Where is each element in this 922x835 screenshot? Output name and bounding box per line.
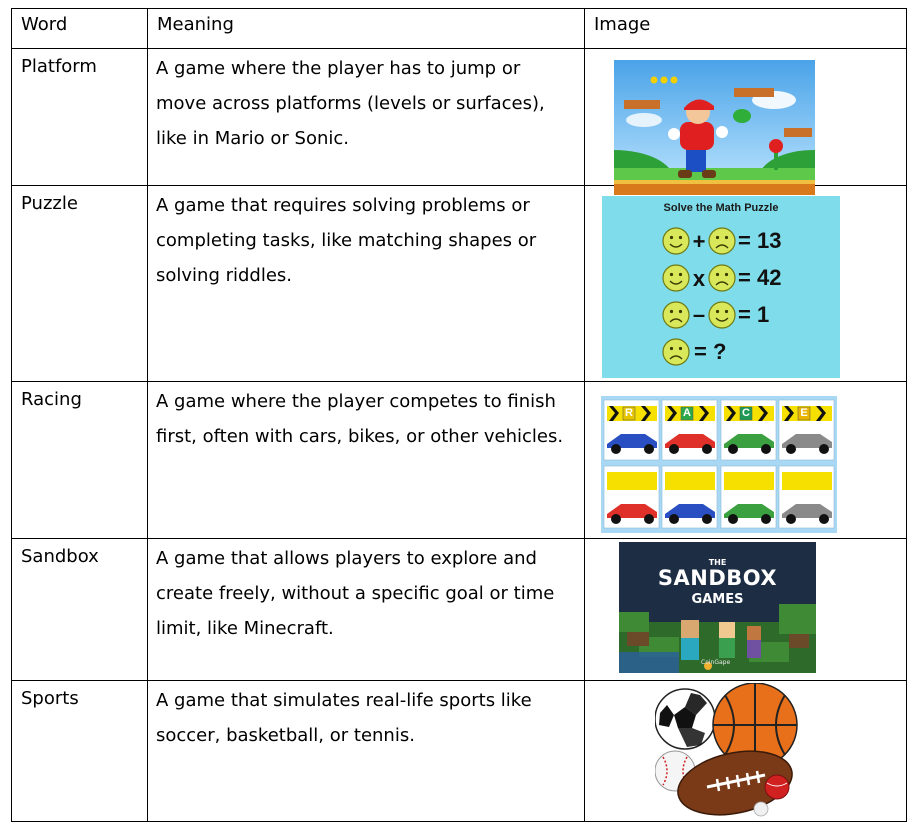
word-cell: Sports	[12, 681, 148, 822]
image-cell	[585, 681, 907, 822]
sandbox-games-image	[619, 542, 816, 673]
platformer-game-image	[614, 60, 815, 195]
meaning-cell: A game where the player has to jump or move across platforms (levels or surfaces), like in Mario or Sonic.	[148, 49, 585, 186]
sandbox-subtitle: GAMES	[691, 592, 744, 607]
meaning-cell: A game that requires solving problems or completing tasks, like matching shapes or solving riddles.	[148, 186, 585, 382]
table-row	[12, 186, 907, 382]
race-letter-c: C	[742, 407, 750, 419]
puzzle-title: Solve the Math Puzzle	[663, 202, 779, 214]
header-word: Word	[12, 9, 148, 49]
puzzle-op-1: +	[692, 229, 706, 254]
header-image: Image	[585, 9, 907, 49]
puzzle-result-3: = 1	[738, 302, 770, 327]
meaning-cell: A game that allows players to explore and create freely, without a specific goal or time limit, like Minecraft.	[148, 539, 585, 681]
race-letter-a: A	[683, 407, 691, 419]
table-row	[12, 539, 907, 681]
race-letter-e: E	[800, 407, 808, 419]
image-cell	[585, 49, 907, 186]
word-cell: Puzzle	[12, 186, 148, 382]
image-cell	[585, 382, 907, 539]
image-cell	[585, 539, 907, 681]
table-row	[12, 681, 907, 822]
table-row	[12, 49, 907, 186]
header-meaning: Meaning	[148, 9, 585, 49]
sandbox-credit: CoinGape	[701, 659, 731, 666]
sandbox-title: SANDBOX	[657, 566, 778, 590]
math-puzzle-image	[602, 196, 840, 378]
image-cell	[585, 186, 907, 382]
word-cell: Sandbox	[12, 539, 148, 681]
race-car-cards-image	[601, 396, 837, 533]
race-letter-r: R	[625, 407, 633, 419]
meaning-cell: A game where the player competes to finish first, often with cars, bikes, or other vehicles.	[148, 382, 585, 539]
meaning-cell: A game that simulates real-life sports like soccer, basketball, or tennis.	[148, 681, 585, 822]
vocabulary-table	[11, 8, 907, 822]
word-cell: Platform	[12, 49, 148, 186]
puzzle-op-2: x	[692, 266, 706, 291]
puzzle-op-3: –	[692, 302, 706, 327]
sandbox-small: THE	[708, 558, 727, 567]
word-cell: Racing	[12, 382, 148, 539]
sports-balls-image	[655, 683, 805, 817]
table-row	[12, 382, 907, 539]
puzzle-result-4: = ?	[694, 339, 727, 364]
header-row	[12, 9, 907, 49]
puzzle-result-1: = 13	[738, 228, 782, 253]
puzzle-result-2: = 42	[738, 265, 782, 290]
